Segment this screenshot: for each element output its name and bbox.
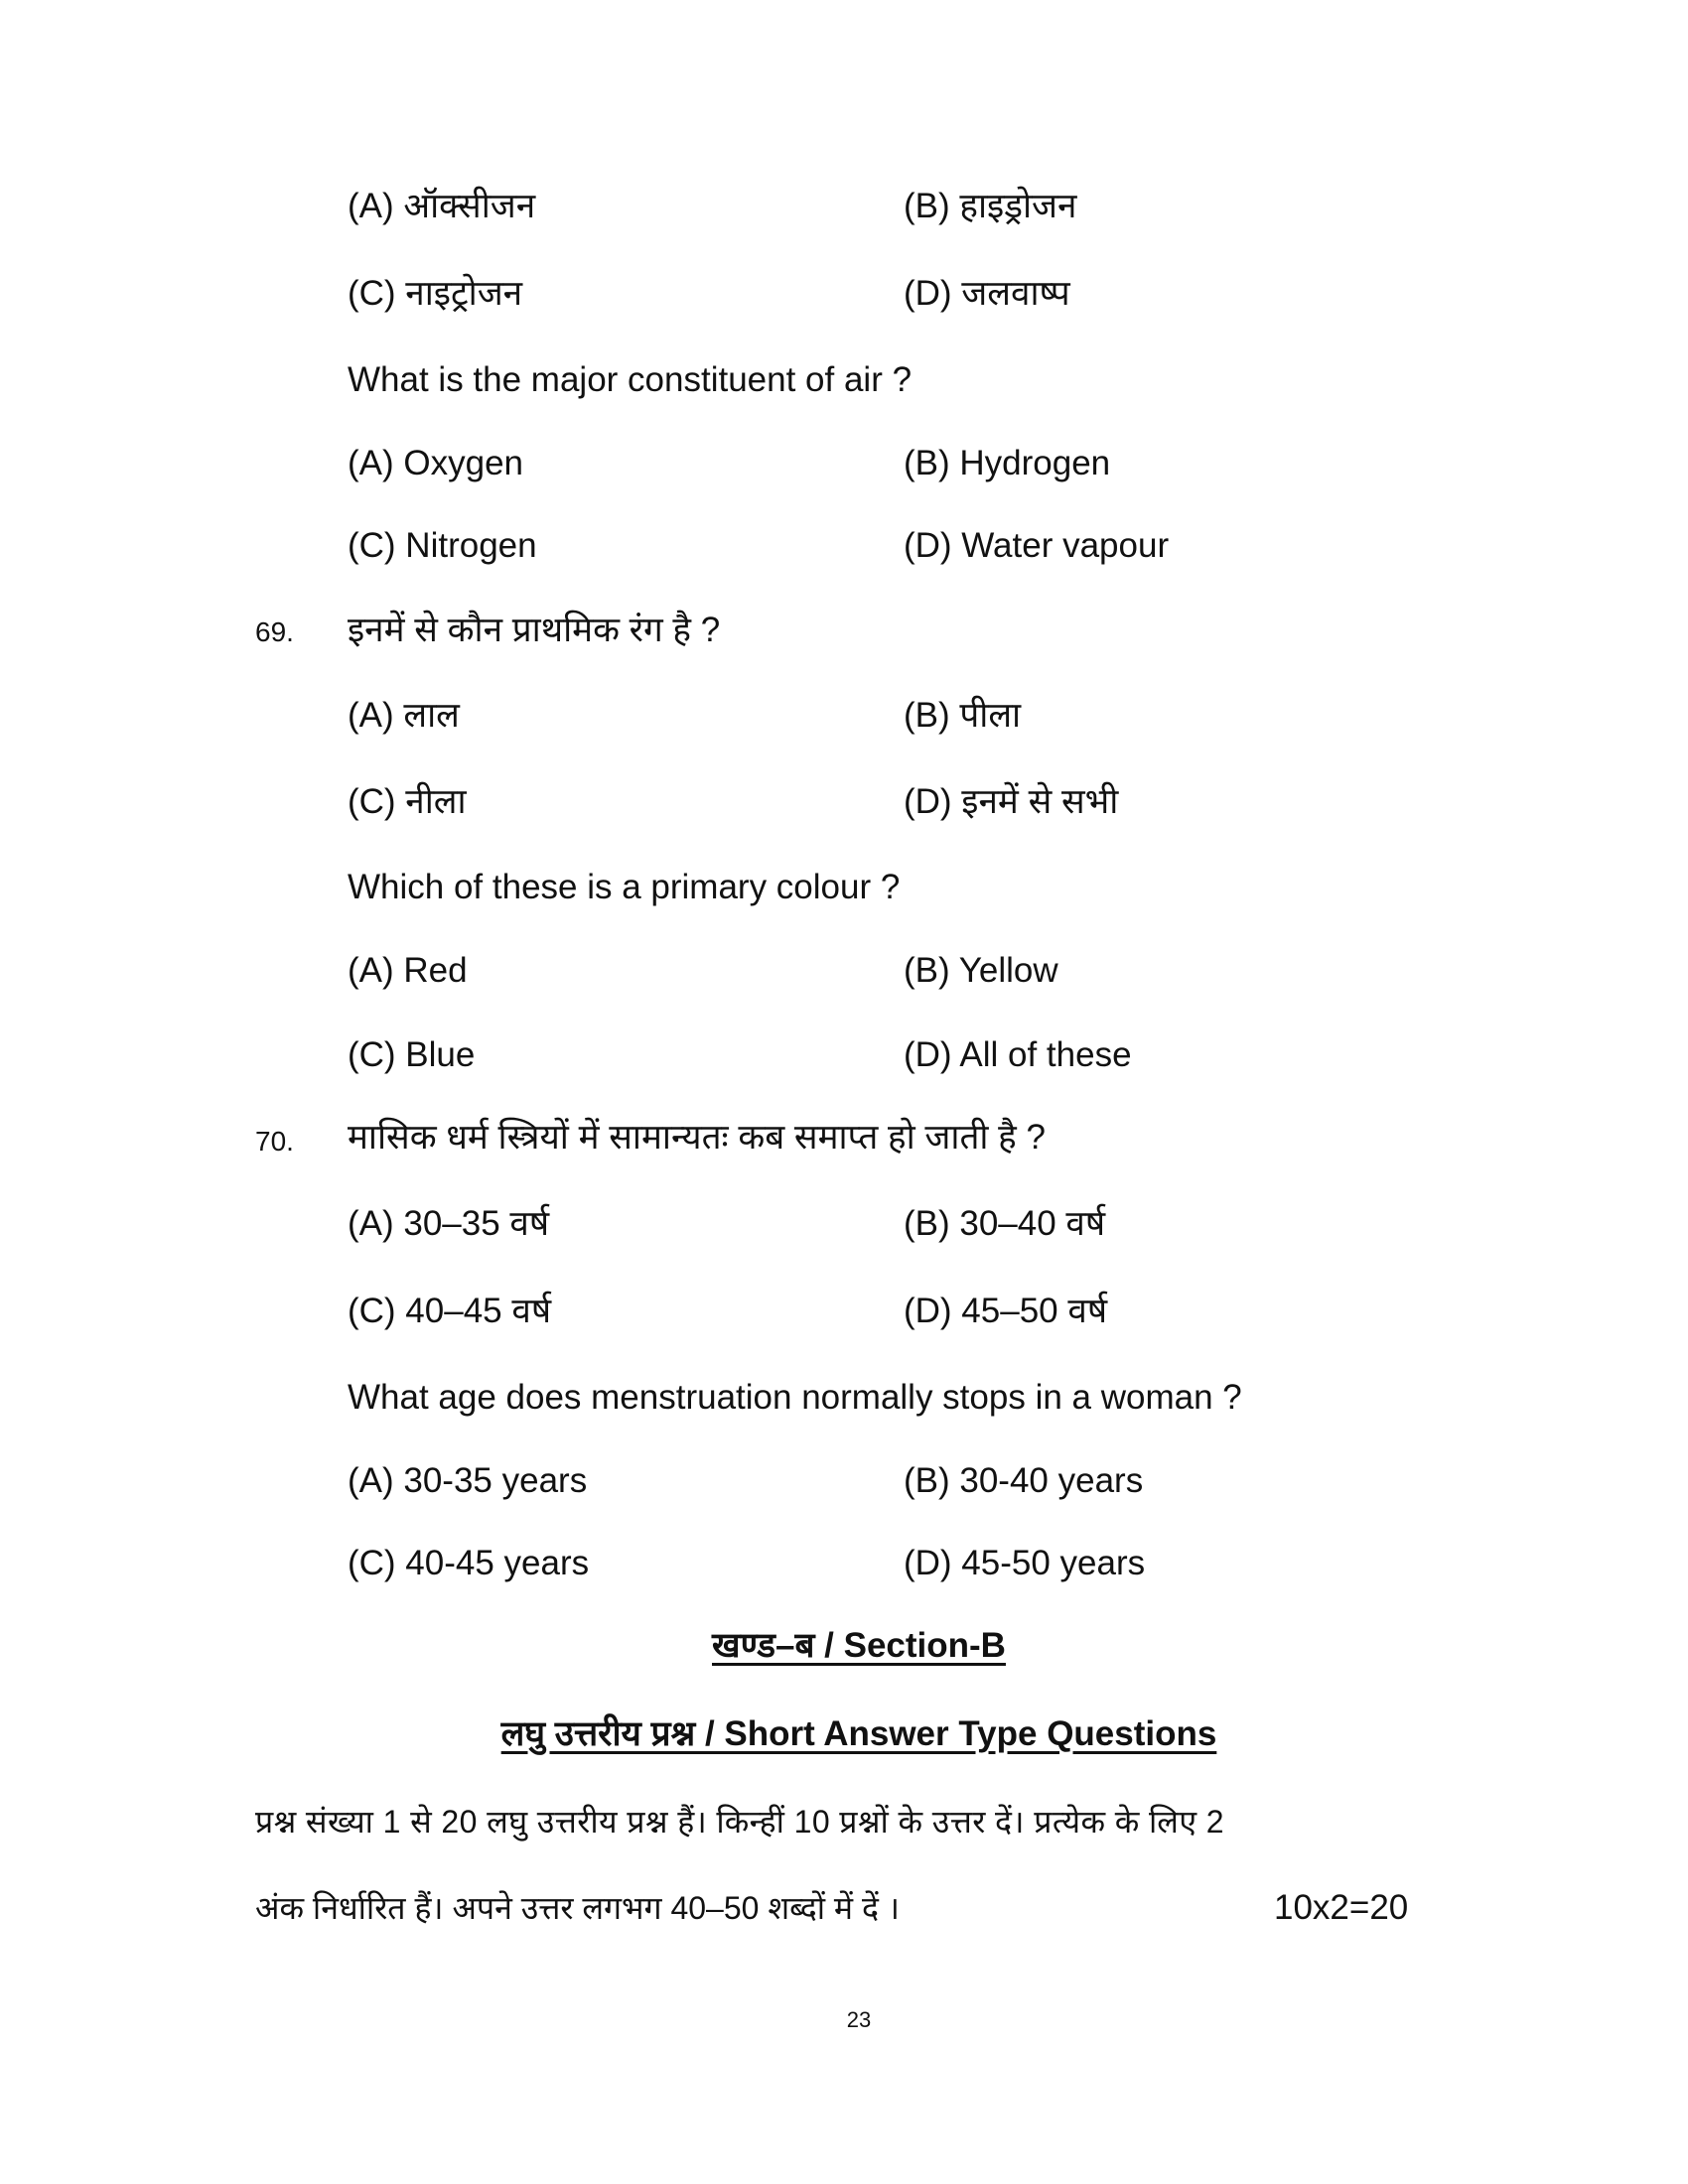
q68-english-question: What is the major constituent of air ?	[348, 360, 913, 399]
q68-english-option-c: (C) Nitrogen	[348, 526, 537, 565]
q70-hindi-option-b: (B) 30–40 वर्ष	[904, 1204, 1106, 1243]
q69-english-option-b: (B) Yellow	[904, 951, 1058, 990]
q70-hindi-option-d: (D) 45–50 वर्ष	[904, 1292, 1108, 1330]
q68-english-option-b: (B) Hydrogen	[904, 444, 1111, 482]
q70-english-question: What age does menstruation normally stops in a woman ?	[348, 1378, 1242, 1417]
q70-english-option-d: (D) 45-50 years	[904, 1544, 1146, 1582]
section-title: खण्ड–ब / Section-B	[712, 1626, 1006, 1665]
q69-english-option-d: (D) All of these	[904, 1035, 1132, 1074]
q68-english-option-d: (D) Water vapour	[904, 526, 1170, 565]
q68-english-option-a: (A) Oxygen	[348, 444, 523, 482]
q69-number: 69.	[255, 616, 294, 647]
q69-hindi-option-c: (C) नीला	[348, 782, 467, 821]
q68-hindi-option-a: (A) ऑक्सीजन	[348, 187, 536, 225]
q70-english-option-a: (A) 30-35 years	[348, 1461, 588, 1500]
section-subtitle: लघु उत्तरीय प्रश्न / Short Answer Type Questions	[500, 1714, 1217, 1753]
section-instruction-line2: अंक निर्धारित हैं। अपने उत्तर लगभग 40–50 शब्दों में दें ।	[255, 1890, 900, 1926]
section-instruction-line1: प्रश्न संख्या 1 से 20 लघु उत्तरीय प्रश्न हैं। किन्हीं 10 प्रश्नों के उत्तर दें। प्रत्येक के लिए 2	[255, 1804, 1224, 1840]
q70-english-option-c: (C) 40-45 years	[348, 1544, 590, 1582]
q69-hindi-question: इनमें से कौन प्राथमिक रंग है ?	[348, 611, 721, 649]
q68-hindi-option-c: (C) नाइट्रोजन	[348, 274, 523, 313]
q68-hindi-option-b: (B) हाइड्रोजन	[904, 187, 1077, 225]
q69-english-question: Which of these is a primary colour ?	[348, 868, 901, 906]
q69-hindi-option-d: (D) इनमें से सभी	[904, 782, 1119, 821]
q69-english-option-a: (A) Red	[348, 951, 468, 990]
q70-hindi-option-c: (C) 40–45 वर्ष	[348, 1292, 552, 1330]
q68-hindi-option-d: (D) जलवाष्प	[904, 274, 1070, 313]
q69-hindi-option-b: (B) पीला	[904, 696, 1022, 735]
q69-english-option-c: (C) Blue	[348, 1035, 476, 1074]
q69-hindi-option-a: (A) लाल	[348, 696, 460, 735]
section-marks: 10x2=20	[1274, 1888, 1409, 1927]
q70-english-option-b: (B) 30-40 years	[904, 1461, 1144, 1500]
q70-hindi-question: मासिक धर्म स्त्रियों में सामान्यतः कब समाप्त हो जाती है ?	[348, 1118, 1046, 1157]
page-number: 23	[846, 2007, 872, 2032]
q70-number: 70.	[255, 1126, 294, 1157]
q70-hindi-option-a: (A) 30–35 वर्ष	[348, 1204, 550, 1243]
